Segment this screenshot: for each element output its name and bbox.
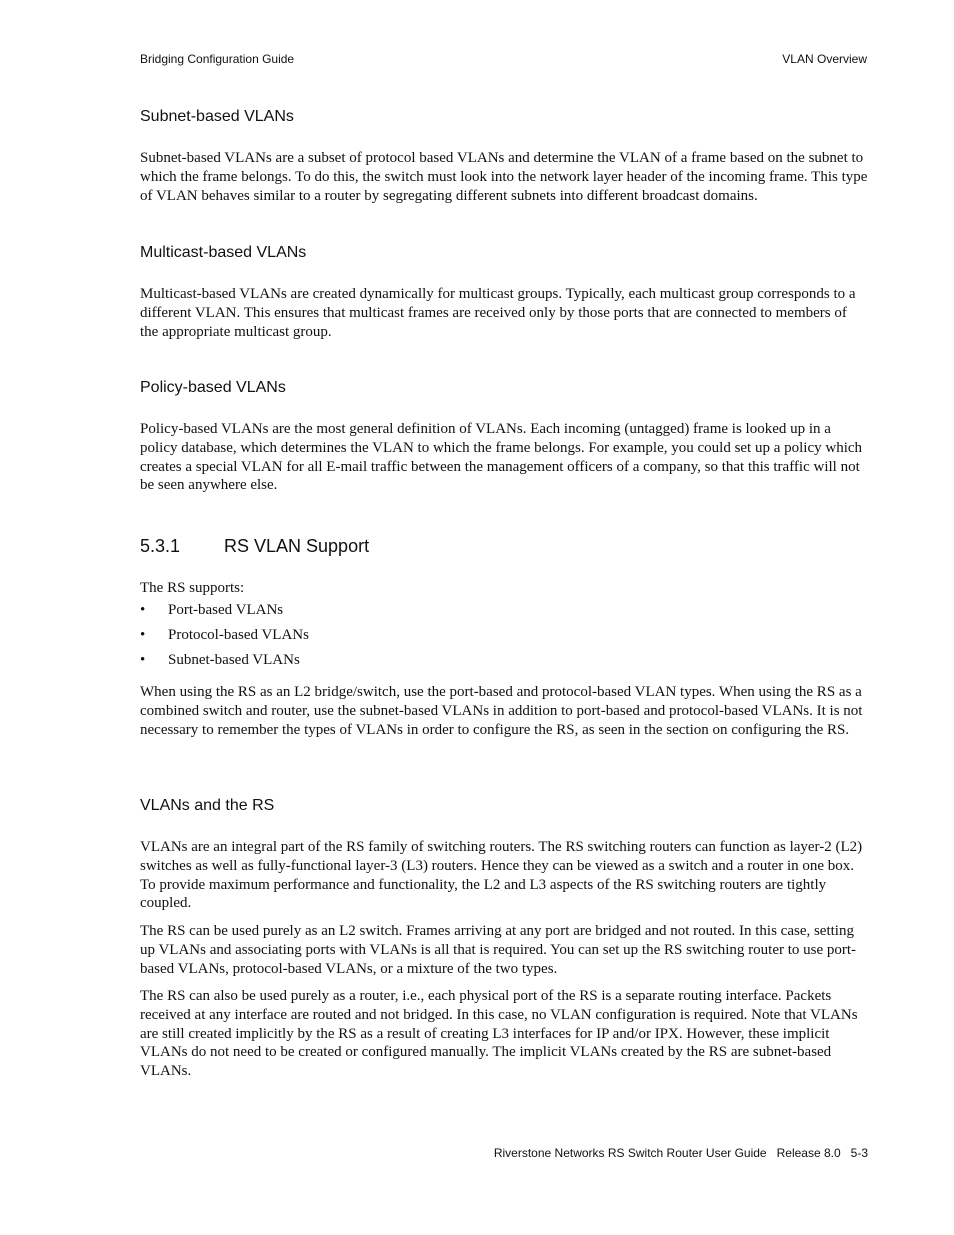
heading-multicast-based-vlans: Multicast-based VLANs [140,244,307,261]
list-item [140,652,300,669]
heading-subnet-based-vlans: Subnet-based VLANs [140,108,294,125]
paragraph-rs-as-l2-switch: The RS can be used purely as an L2 switch. Frames arriving at any port are bridged and not routed. In this case, setting up VLANs and associating ports with VLANs is all that is required. You can set up the RS switching router to use port-based VLANs, protocol-based VLANs, or a mixture of the two types. [140,923,857,977]
section-number: 5.3.1 [140,536,181,556]
section-heading-rs-vlan-support [140,536,369,557]
bullet-icon: • [140,627,146,643]
bullet-icon: • [140,652,146,668]
paragraph-policy-based-vlans: Policy-based VLANs are the most general definition of VLANs. Each incoming (untagged) frame is looked up in a policy database, which determines the VLAN to which the frame belongs. For example, you could set up a policy which creates a special VLAN for all E-mail traffic between the management officers of a company, so that this traffic will not be seen anywhere else. [140,421,863,494]
paragraph-subnet-based-vlans: Subnet-based VLANs are a subset of protocol based VLANs and determine the VLAN of a frame based on the subnet to which the frame belongs. To do this, the switch must look into the network layer header of the incoming frame. This type of VLAN behaves similar to a router by segregating different subnets into different broadcast domains. [140,150,868,204]
heading-policy-based-vlans: Policy-based VLANs [140,379,286,396]
paragraph-vlans-integral: VLANs are an integral part of the RS family of switching routers. The RS switching routers can function as layer-2 (L2) switches as well as fully-functional layer-3 (L3) routers. Hence they can be viewed as a switch and a router in one box. To provide maximum performance and functionality, the L2 and L3 aspects of the RS switching routers are tightly coupled. [140,839,863,912]
bullet-icon: • [140,602,146,618]
running-header-left: Bridging Configuration Guide [140,52,295,66]
running-footer: Riverstone Networks RS Switch Router User Guide Release 8.0 5-3 [493,1146,868,1160]
section-title: RS VLAN Support [224,536,370,556]
paragraph-multicast-based-vlans: Multicast-based VLANs are created dynamically for multicast groups. Typically, each multicast group corresponds to a different VLAN. This ensures that multicast frames are received only by those ports that are connected to members of the appropriate multicast group. [140,286,856,340]
paragraph-rs-as-router: The RS can also be used purely as a router, i.e., each physical port of the RS is a separate routing interface. Packets received at any interface are routed and not bridged. In this case, no VLAN configuration is required. Note that VLANs are still created implicitly by the RS as a result of creating L3 interfaces for IP and/or IPX. However, these implicit VLANs do not need to be created or configured manually. The implicit VLANs created by the RS are subnet-based VLANs. [140,988,858,1080]
list-item-text: Subnet-based VLANs [168,652,300,668]
paragraph-rs-support-usage: When using the RS as an L2 bridge/switch, use the port-based and protocol-based VLAN types. When using the RS as a combined switch and router, use the subnet-based VLANs in addition to port-based and protocol-based VLANs. It is not necessary to remember the types of VLANs in order to configure the RS, as seen in the section on configuring the RS. [140,684,863,738]
paragraph-rs-supports-intro: The RS supports: [140,580,245,596]
list-item-text: Port-based VLANs [168,602,284,618]
list-item [140,602,283,619]
list-item-text: Protocol-based VLANs [168,627,309,643]
heading-vlans-and-the-rs: VLANs and the RS [140,797,275,814]
list-item [140,627,309,644]
running-header-right: VLAN Overview [782,52,867,66]
